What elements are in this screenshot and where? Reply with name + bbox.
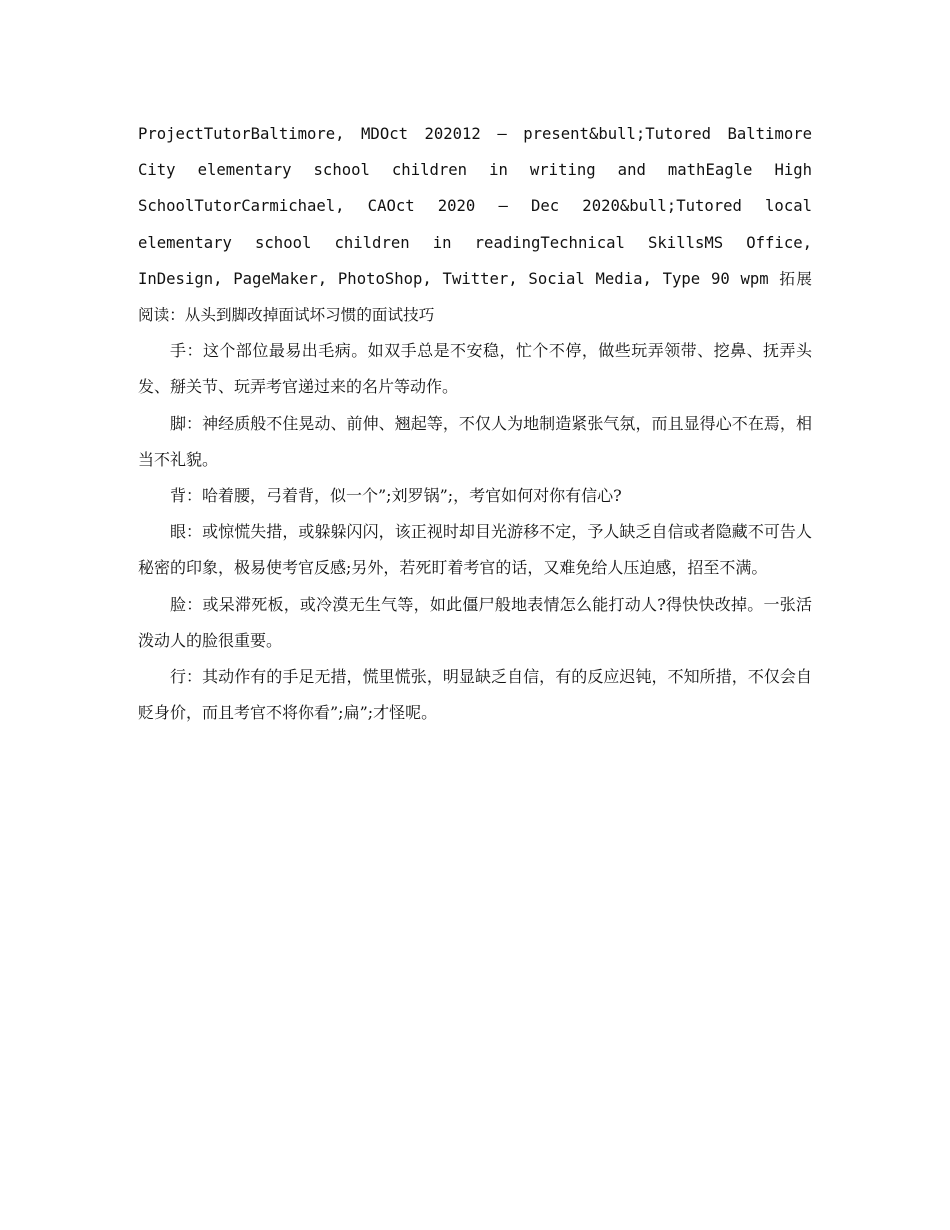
- back-paragraph: 背：哈着腰，弓着背，似一个”;刘罗锅”;，考官如何对你有信心?: [170, 486, 622, 506]
- feet-paragraph: 脚：神经质般不住晃动、前伸、翘起等，不仅人为地制造紧张气氛，而且显得心不在焉，相当不礼貌。: [138, 413, 812, 469]
- hands-paragraph: 手：这个部位最易出毛病。如双手总是不安稳，忙个不停，做些玩弄领带、挖鼻、抚弄头发、掰关节、玩弄考官递过来的名片等动作。: [138, 341, 812, 397]
- document-body: [138, 116, 812, 731]
- resume-text-paragraph: ProjectTutorBaltimore, MDOct 202012 – present&bull;Tutored Baltimore City elementary school children in writing and mathEagle High SchoolTutorCarmichael, CAOct 2020 – Dec 2020&bull;Tutored local elementary school children in readingTechnical SkillsMS Office, InDesign, PageMaker, PhotoShop, Twitter, Social Media, Type 90 wpm 拓展阅读：从头到脚改掉面试坏习惯的面试技巧: [138, 125, 812, 325]
- behavior-paragraph: 行：其动作有的手足无措，慌里慌张，明显缺乏自信，有的反应迟钝，不知所措，不仅会自贬身价，而且考官不将你看”;扁”;才怪呢。: [138, 667, 812, 723]
- face-paragraph: 脸：或呆滞死板，或冷漠无生气等，如此僵尸般地表情怎么能打动人?得快快改掉。一张活泼动人的脸很重要。: [138, 594, 812, 650]
- eyes-paragraph: 眼：或惊慌失措，或躲躲闪闪，该正视时却目光游移不定，予人缺乏自信或者隐藏不可告人秘密的印象，极易使考官反感;另外，若死盯着考官的话，又难免给人压迫感，招至不满。: [138, 522, 812, 578]
